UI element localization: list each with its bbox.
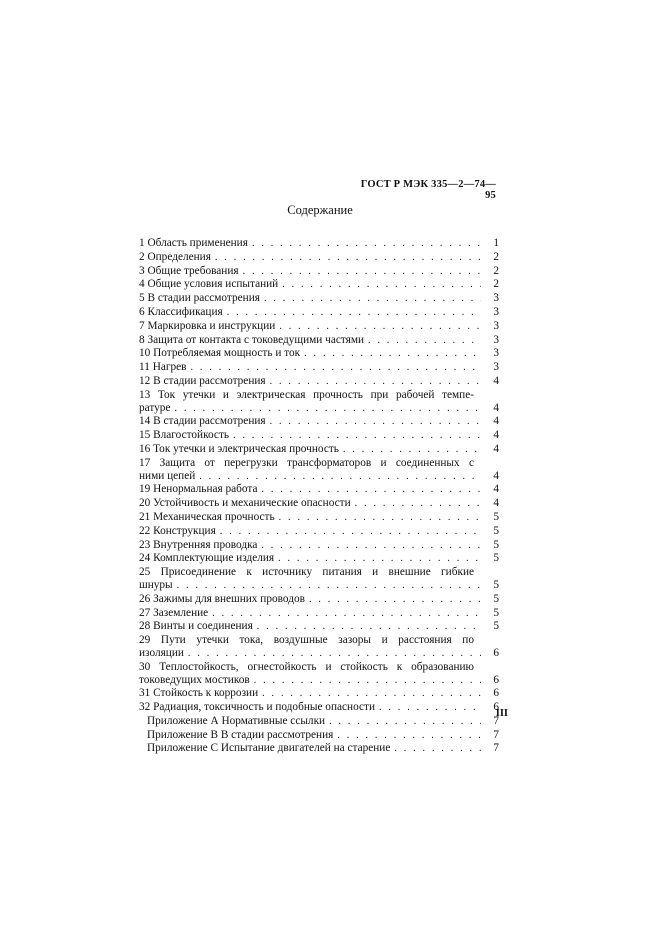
toc-entry-10: 10 Потребляемая мощность и ток . . . 3: [139, 347, 499, 361]
toc-entry-25: 25 Присоединение к источнику питания и внешние гибкие шнуры . . . 5: [139, 566, 499, 593]
toc-entry-19: 19 Ненормальная работа . . . 4: [139, 483, 499, 497]
toc-entry-21: 21 Механическая прочность . . . 5: [139, 511, 499, 525]
toc-entry-1: 1 Область применения . . . 1: [139, 237, 499, 251]
toc-entry-23: 23 Внутренняя проводка . . . 5: [139, 539, 499, 553]
toc-entry-annex-a: Приложение А Нормативные ссылки . . . 7: [139, 715, 499, 729]
toc-entry-14: 14 В стадии рассмотрения . . . 4: [139, 415, 499, 429]
toc-entry-27: 27 Заземление . . . 5: [139, 607, 499, 621]
toc-entry-7: 7 Маркировка и инструкции . . . 3: [139, 320, 499, 334]
toc-entry-32: 32 Радиация, токсичность и подобные опасности . . . 6: [139, 701, 499, 715]
toc-entry-4: 4 Общие условия испытаний . . . 2: [139, 278, 499, 292]
toc-entry-11: 11 Нагрев . . . 3: [139, 361, 499, 375]
toc-entry-26: 26 Зажимы для внешних проводов . . . 5: [139, 593, 499, 607]
page-number: III: [495, 708, 508, 719]
toc-entry-2: 2 Определения . . . 2: [139, 251, 499, 265]
toc-entry-15: 15 Влагостойкость . . . 4: [139, 429, 499, 443]
toc-entry-30: 30 Теплостойкость, огнестойкость и стойкость к образованию токоведущих мостиков . . . 6: [139, 661, 499, 688]
page-title: Содержание: [287, 203, 353, 217]
document-code: ГОСТ Р МЭК 335—2—74—95: [360, 179, 496, 201]
toc-entry-20: 20 Устойчивость и механические опасности . . . 4: [139, 497, 499, 511]
toc-entry-12: 12 В стадии рассмотрения . . . 4: [139, 375, 499, 389]
toc-entry-13: 13 Ток утечки и электрическая прочность при рабочей темпе- ратуре . . . 4: [139, 389, 499, 416]
toc-entry-annex-c: Приложение С Испытание двигателей на старение . . . 7: [139, 742, 499, 756]
toc-entry-29: 29 Пути утечки тока, воздушные зазоры и расстояния по изоляции . . . 6: [139, 634, 499, 661]
toc-entry-annex-b: Приложение В В стадии рассмотрения . . . 7: [139, 729, 499, 743]
toc-entry-3: 3 Общие требования . . . 2: [139, 265, 499, 279]
toc-entry-28: 28 Винты и соединения . . . 5: [139, 620, 499, 634]
toc-entry-31: 31 Стойкость к коррозии . . . 6: [139, 687, 499, 701]
toc-entry-5: 5 В стадии рассмотрения . . . 3: [139, 292, 499, 306]
toc-entry-22: 22 Конструкция . . . 5: [139, 525, 499, 539]
toc-entry-17: 17 Защита от перегрузки трансформаторов и соединенных с ними цепей . . . 4: [139, 457, 499, 484]
toc-entry-16: 16 Ток утечки и электрическая прочность . . . 4: [139, 443, 499, 457]
toc-entry-24: 24 Комплектующие изделия . . . 5: [139, 552, 499, 566]
toc-entry-6: 6 Классификация . . . 3: [139, 306, 499, 320]
toc-entry-8: 8 Защита от контакта с токоведущими частями . . . 3: [139, 334, 499, 348]
table-of-contents: [139, 237, 499, 756]
